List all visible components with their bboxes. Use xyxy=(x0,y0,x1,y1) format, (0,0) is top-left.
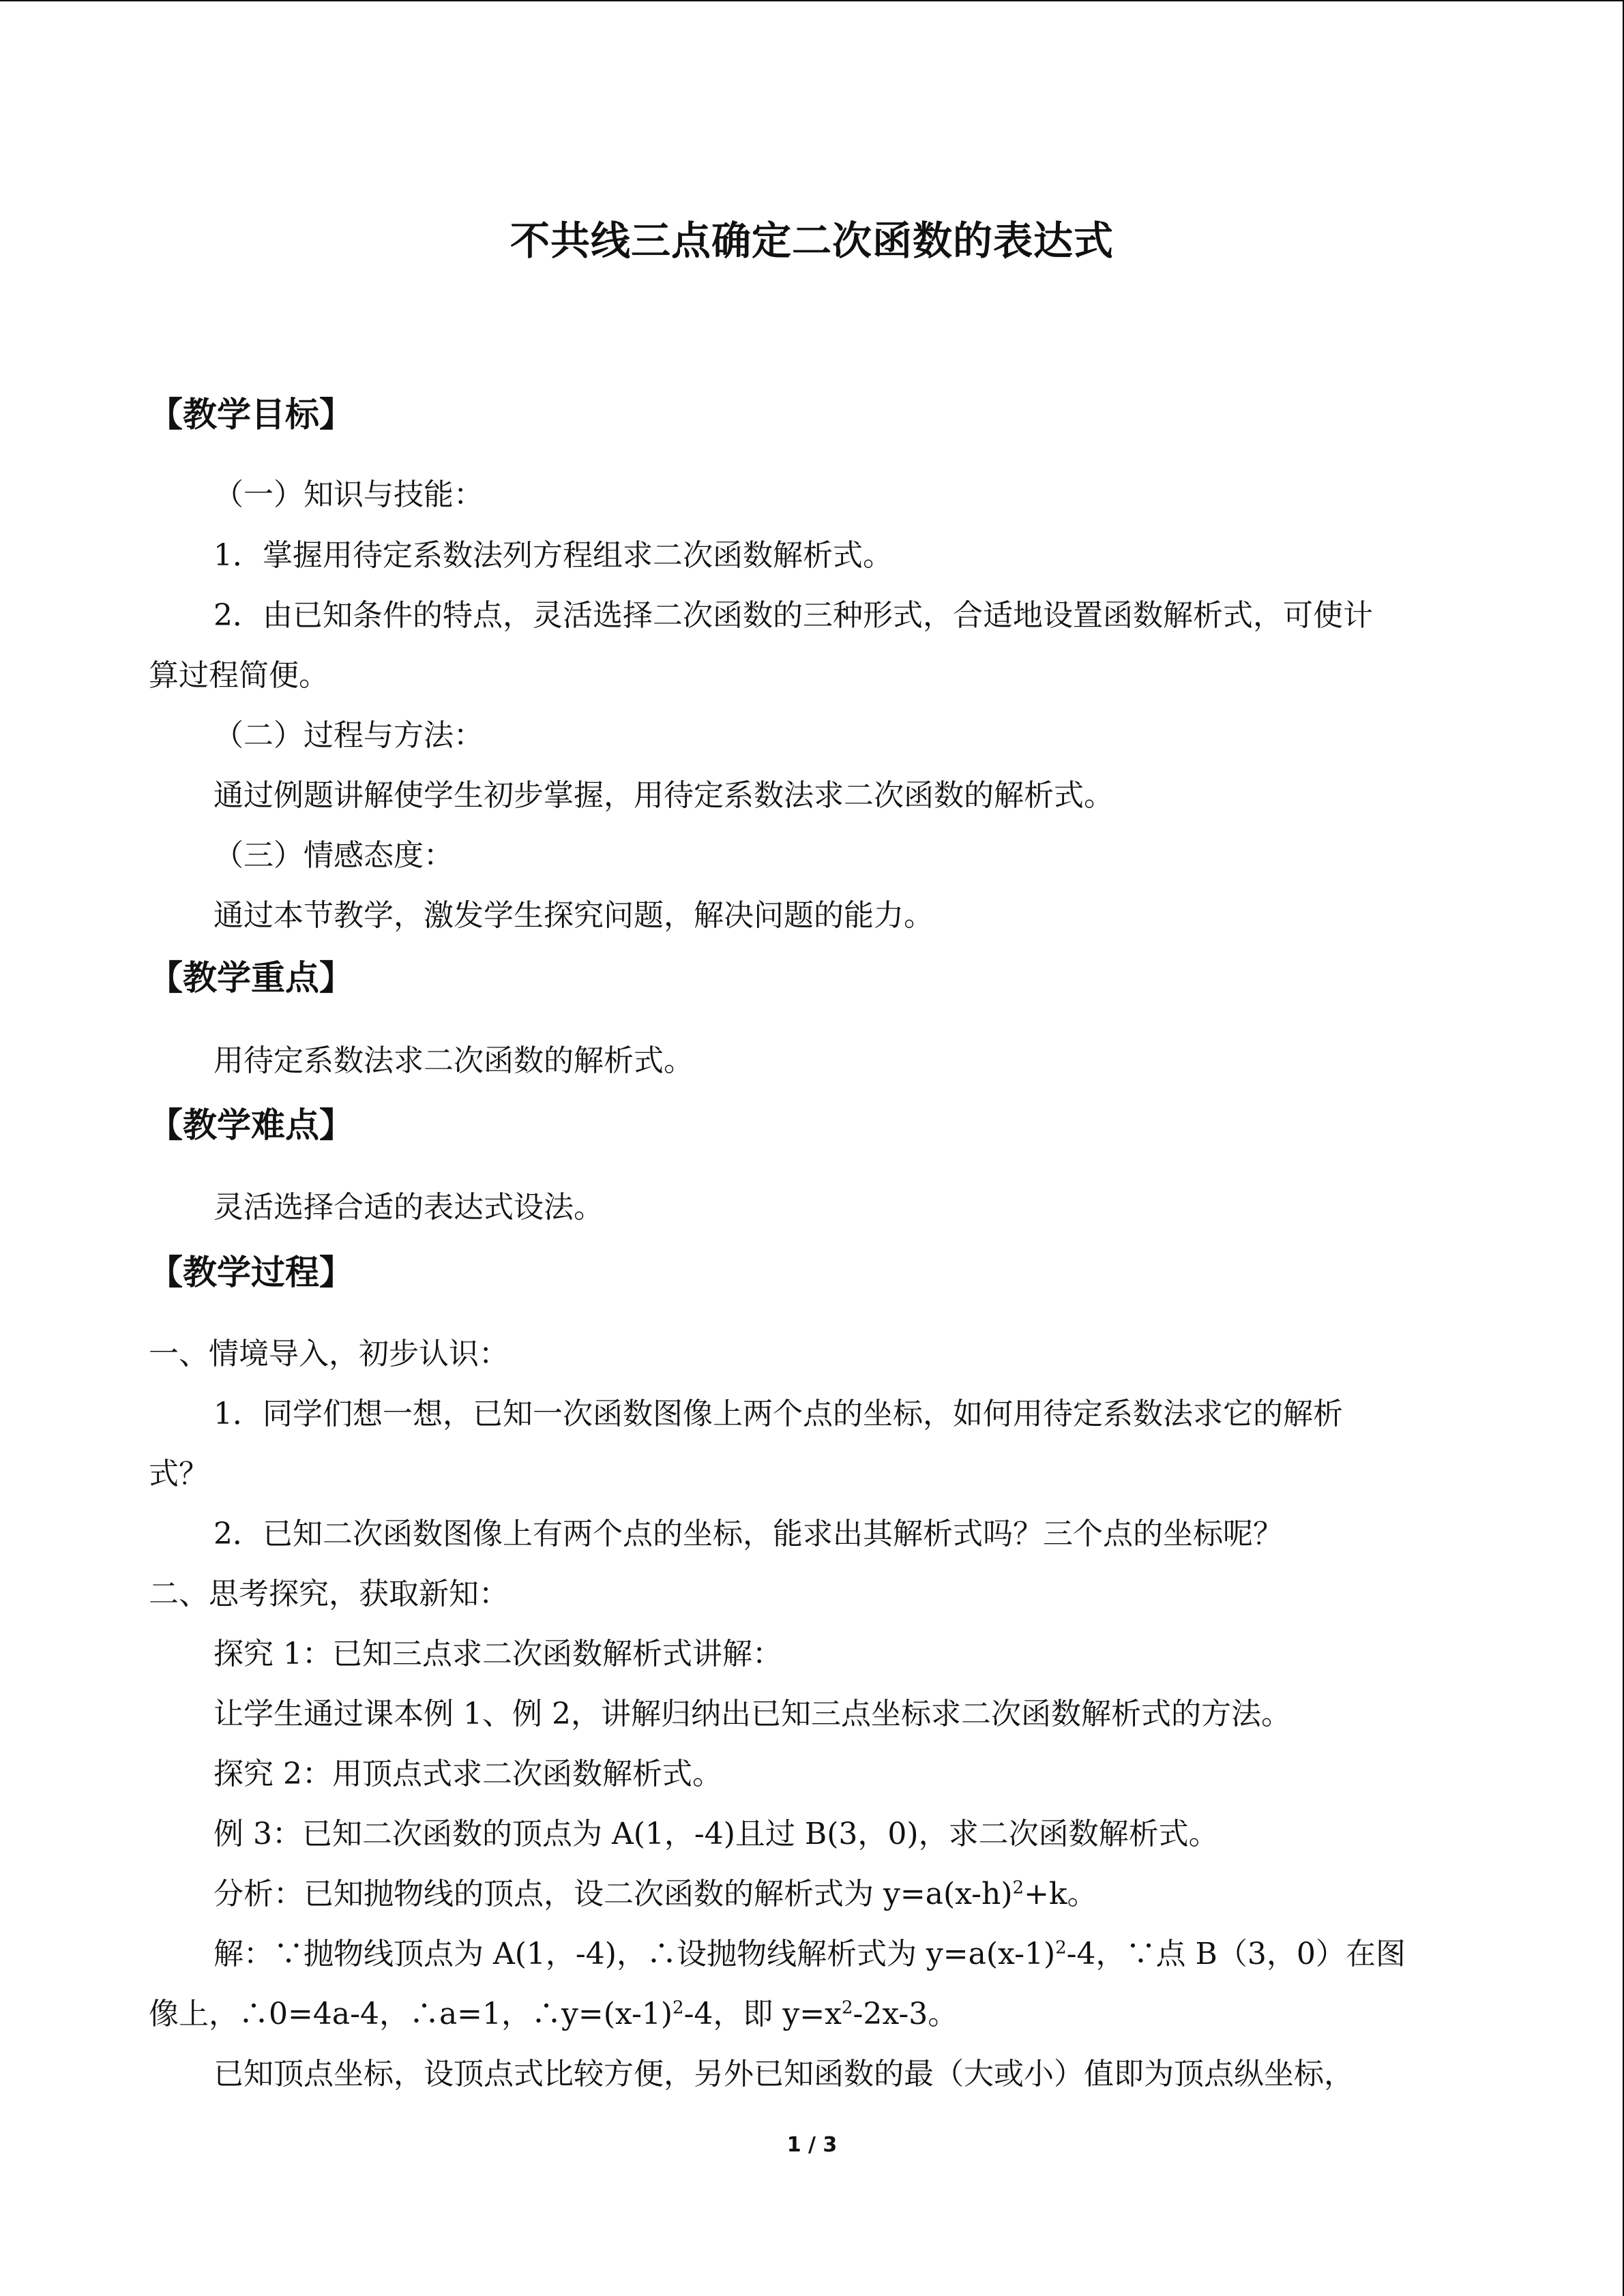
goal-process-method: （二）过程与方法： xyxy=(213,718,484,753)
example-3: 例 3：已知二次函数的顶点为 A(1，-4)且过 B(3，0)，求二次函数解析式。 xyxy=(213,1817,1219,1851)
question-1-line2: 式？ xyxy=(149,1457,209,1491)
goal-item-2-line2: 算过程简便。 xyxy=(149,658,329,693)
heading-teaching-process: 【教学过程】 xyxy=(149,1253,353,1292)
page-number: 1 / 3 xyxy=(786,2133,838,2157)
difficulty-text: 灵活选择合适的表达式设法。 xyxy=(213,1190,604,1225)
analysis-line xyxy=(213,1875,1097,1913)
key-points-text: 用待定系数法求二次函数的解析式。 xyxy=(213,1043,694,1078)
vertex-note: 已知顶点坐标，设顶点式比较方便，另外已知函数的最（大或小）值即为顶点纵坐标， xyxy=(213,2057,1354,2091)
goal-process-text: 通过例题讲解使学生初步掌握，用待定系数法求二次函数的解析式。 xyxy=(213,778,1114,813)
explore-2-title: 探究 2：用顶点式求二次函数解析式。 xyxy=(213,1757,722,1791)
solution-line2-exponent-1: 2 xyxy=(673,1997,684,2018)
goal-item-2-line1: 2．由已知条件的特点，灵活选择二次函数的三种形式，合适地设置函数解析式，可使计 xyxy=(213,598,1373,633)
process-section-1: 一、情境导入，初步认识： xyxy=(149,1337,509,1371)
goal-knowledge-skills: （一）知识与技能： xyxy=(213,477,484,512)
solution-line2 xyxy=(149,1995,958,2033)
solution-line1-post: -4，∵点 B（3，0）在图 xyxy=(1066,1937,1406,1971)
question-2: 2．已知二次函数图像上有两个点的坐标，能求出其解析式吗？三个点的坐标呢？ xyxy=(213,1517,1283,1551)
goal-emotion-text: 通过本节教学，激发学生探究问题，解决问题的能力。 xyxy=(213,898,934,933)
solution-line2-mid: -4，即 y=x xyxy=(683,1997,842,2031)
solution-line1-exponent: 2 xyxy=(1055,1937,1067,1958)
explore-1-title: 探究 1：已知三点求二次函数解析式讲解： xyxy=(213,1637,782,1671)
explore-1-text: 让学生通过课本例 1、例 2，讲解归纳出已知三点坐标求二次函数解析式的方法。 xyxy=(213,1697,1291,1731)
solution-line2-pre: 像上，∴0=4a-4，∴a=1，∴y=(x-1) xyxy=(149,1997,673,2031)
analysis-exponent: 2 xyxy=(1012,1877,1024,1898)
document-title: 不共线三点确定二次函数的表达式 xyxy=(510,218,1114,264)
solution-line2-exponent-2: 2 xyxy=(841,1997,853,2018)
analysis-text-pre: 分析：已知抛物线的顶点，设二次函数的解析式为 y=a(x-h) xyxy=(213,1877,1013,1911)
goal-item-1: 1．掌握用待定系数法列方程组求二次函数解析式。 xyxy=(213,538,893,573)
heading-teaching-goals: 【教学目标】 xyxy=(149,395,353,434)
goal-emotion-attitude: （三）情感态度： xyxy=(213,838,454,873)
solution-line1 xyxy=(213,1935,1406,1973)
solution-line2-post: -2x-3。 xyxy=(853,1997,958,2031)
analysis-text-post: +k。 xyxy=(1024,1877,1097,1911)
solution-line1-pre: 解：∵抛物线顶点为 A(1，-4)，∴设抛物线解析式为 y=a(x-1) xyxy=(213,1937,1056,1971)
process-section-2: 二、思考探究，获取新知： xyxy=(149,1577,509,1611)
heading-key-points: 【教学重点】 xyxy=(149,958,353,998)
heading-difficulty: 【教学难点】 xyxy=(149,1105,353,1145)
question-1-line1: 1．同学们想一想，已知一次函数图像上两个点的坐标，如何用待定系数法求它的解析 xyxy=(213,1397,1343,1431)
